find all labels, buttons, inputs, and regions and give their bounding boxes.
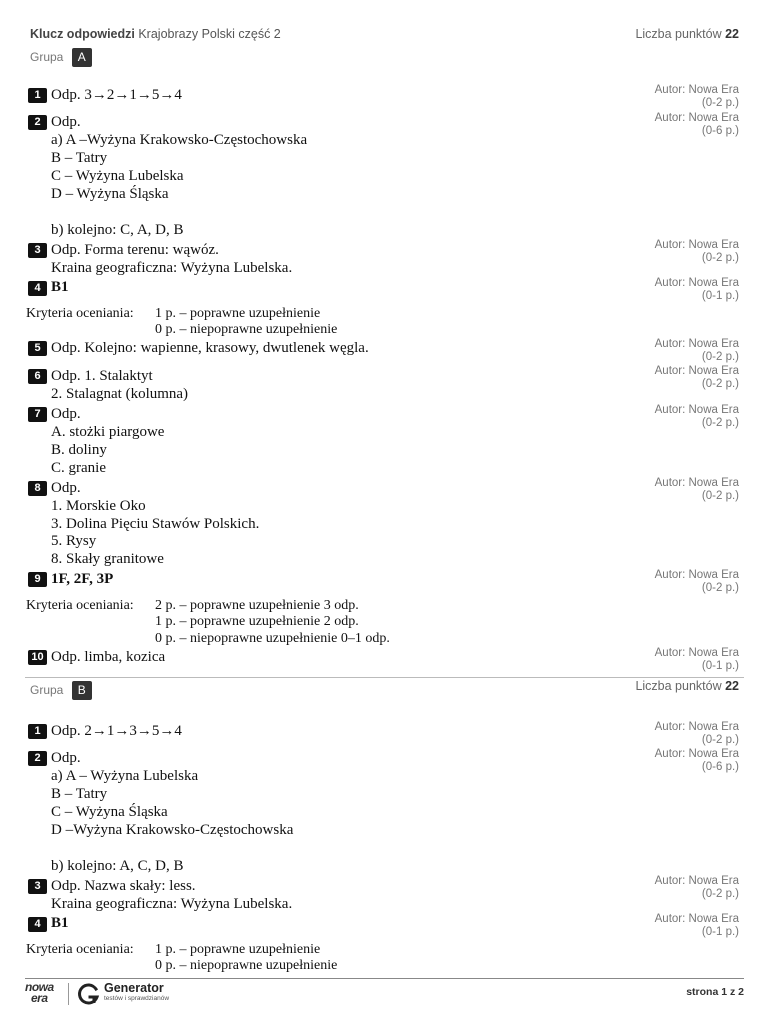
group-label: Grupa — [30, 50, 64, 64]
answer-text: B1 — [51, 279, 69, 295]
answer-line: Kraina geograficzna: Wyżyna Lubelska. — [51, 896, 293, 912]
answer-text: Odp. — [51, 114, 81, 130]
question-meta: Autor: Nowa Era (0-2 p.) — [654, 477, 739, 502]
answer-line: B – Tatry — [51, 786, 108, 802]
criteria-line: 0 p. – niepoprawne uzupełnienie 0–1 odp. — [155, 631, 390, 646]
question-number: 3 — [28, 243, 47, 258]
answer-text: Odp. 1. Stalaktyt — [51, 368, 153, 384]
answer-text: Odp. — [51, 750, 81, 766]
question-meta: Autor: Nowa Era (0-2 p.) — [654, 721, 739, 746]
question-meta: Autor: Nowa Era (0-2 p.) — [654, 239, 739, 264]
criteria-label: Kryteria oceniania: — [26, 942, 134, 957]
question-number: 3 — [28, 879, 47, 894]
group-badge: B — [72, 681, 92, 700]
question-number: 5 — [28, 341, 47, 356]
criteria-line: 0 p. – niepoprawne uzupełnienie — [155, 322, 338, 337]
generator-logo-icon — [77, 982, 101, 1006]
question-number: 6 — [28, 369, 47, 384]
question-number: 1 — [28, 724, 47, 739]
question-number: 4 — [28, 281, 47, 296]
question-meta: Autor: Nowa Era (0-2 p.) — [654, 338, 739, 363]
answer-line: 2. Stalagnat (kolumna) — [51, 386, 189, 402]
answer-line: D – Wyżyna Śląska — [51, 186, 169, 202]
criteria-line: 1 p. – poprawne uzupełnienie 2 odp. — [155, 614, 359, 629]
criteria-line: 1 p. – poprawne uzupełnienie — [155, 942, 321, 957]
question-number: 8 — [28, 481, 47, 496]
nowa-era-logo: nowa era — [25, 980, 54, 1005]
answer-text: Odp. Kolejno: wapienne, krasowy, dwutlenek węgla. — [51, 340, 369, 356]
logo-separator — [68, 983, 69, 1005]
group-badge: A — [72, 48, 92, 67]
answer-line: 5. Rysy — [51, 533, 97, 549]
section-divider — [25, 677, 744, 678]
group-a-header — [30, 48, 92, 67]
answer-line: b) kolejno: C, A, D, B — [51, 222, 184, 238]
answer-text: 1F, 2F, 3P — [51, 571, 114, 587]
title-subject: Krajobrazy Polski część 2 — [138, 27, 281, 41]
answer-line: B – Tatry — [51, 150, 108, 166]
answer-text: Odp. — [51, 406, 81, 422]
criteria-label: Kryteria oceniania: — [26, 306, 134, 321]
question-number: 2 — [28, 751, 47, 766]
answer-text: B1 — [51, 915, 69, 931]
answer-line: C – Wyżyna Lubelska — [51, 168, 184, 184]
document-title — [30, 27, 281, 41]
question-number: 1 — [28, 88, 47, 103]
answer-line: 8. Skały granitowe — [51, 551, 164, 567]
question-number: 10 — [28, 650, 47, 665]
answer-line: b) kolejno: A, C, D, B — [51, 858, 184, 874]
question-meta: Autor: Nowa Era (0-2 p.) — [654, 365, 739, 390]
page-indicator: strona 1 z 2 — [686, 986, 744, 998]
answer-line: D –Wyżyna Krakowsko-Częstochowska — [51, 822, 294, 838]
criteria-line: 0 p. – niepoprawne uzupełnienie — [155, 958, 338, 973]
answer-text: Odp. limba, kozica — [51, 649, 166, 665]
footer-divider — [25, 978, 744, 979]
criteria-line: 1 p. – poprawne uzupełnienie — [155, 306, 321, 321]
question-meta: Autor: Nowa Era (0-2 p.) — [654, 404, 739, 429]
group-b-header — [30, 681, 92, 700]
question-meta: Autor: Nowa Era (0-2 p.) — [654, 84, 739, 109]
answer-line: Kraina geograficzna: Wyżyna Lubelska. — [51, 260, 293, 276]
points-value: 22 — [725, 27, 739, 41]
question-meta: Autor: Nowa Era (0-1 p.) — [654, 647, 739, 672]
question-meta: Autor: Nowa Era (0-2 p.) — [654, 569, 739, 594]
answer-text: Odp. — [51, 480, 81, 496]
generator-logo-text: Generator testów i sprawdzianów — [104, 981, 170, 1002]
answer-line: B. doliny — [51, 442, 107, 458]
answer-line: C – Wyżyna Śląska — [51, 804, 168, 820]
points-total — [635, 679, 739, 693]
answer-text: Odp. Nazwa skały: less. — [51, 878, 196, 894]
question-number: 7 — [28, 407, 47, 422]
answer-line: a) A –Wyżyna Krakowsko-Częstochowska — [51, 132, 308, 148]
question-meta: Autor: Nowa Era (0-6 p.) — [654, 112, 739, 137]
criteria-line: 2 p. – poprawne uzupełnienie 3 odp. — [155, 598, 359, 613]
question-meta: Autor: Nowa Era (0-1 p.) — [654, 277, 739, 302]
question-meta: Autor: Nowa Era (0-2 p.) — [654, 875, 739, 900]
title-bold: Klucz odpowiedzi — [30, 27, 135, 41]
answer-text: Odp. 2→1→3→5→4 — [51, 723, 182, 739]
question-number: 9 — [28, 572, 47, 587]
points-value: 22 — [725, 679, 739, 693]
question-number: 4 — [28, 917, 47, 932]
answer-line: A. stożki piargowe — [51, 424, 165, 440]
points-label: Liczba punktów — [635, 27, 722, 41]
criteria-label: Kryteria oceniania: — [26, 598, 134, 613]
answer-line: a) A – Wyżyna Lubelska — [51, 768, 199, 784]
question-number: 2 — [28, 115, 47, 130]
answer-text: Odp. Forma terenu: wąwóz. — [51, 242, 219, 258]
question-meta: Autor: Nowa Era (0-6 p.) — [654, 748, 739, 773]
group-label: Grupa — [30, 683, 64, 697]
answer-line: 3. Dolina Pięciu Stawów Polskich. — [51, 516, 260, 532]
answer-line: C. granie — [51, 460, 106, 476]
points-label: Liczba punktów — [635, 679, 722, 693]
points-total — [635, 27, 739, 41]
answer-text: Odp. 3→2→1→5→4 — [51, 87, 182, 103]
answer-line: 1. Morskie Oko — [51, 498, 146, 514]
question-meta: Autor: Nowa Era (0-1 p.) — [654, 913, 739, 938]
